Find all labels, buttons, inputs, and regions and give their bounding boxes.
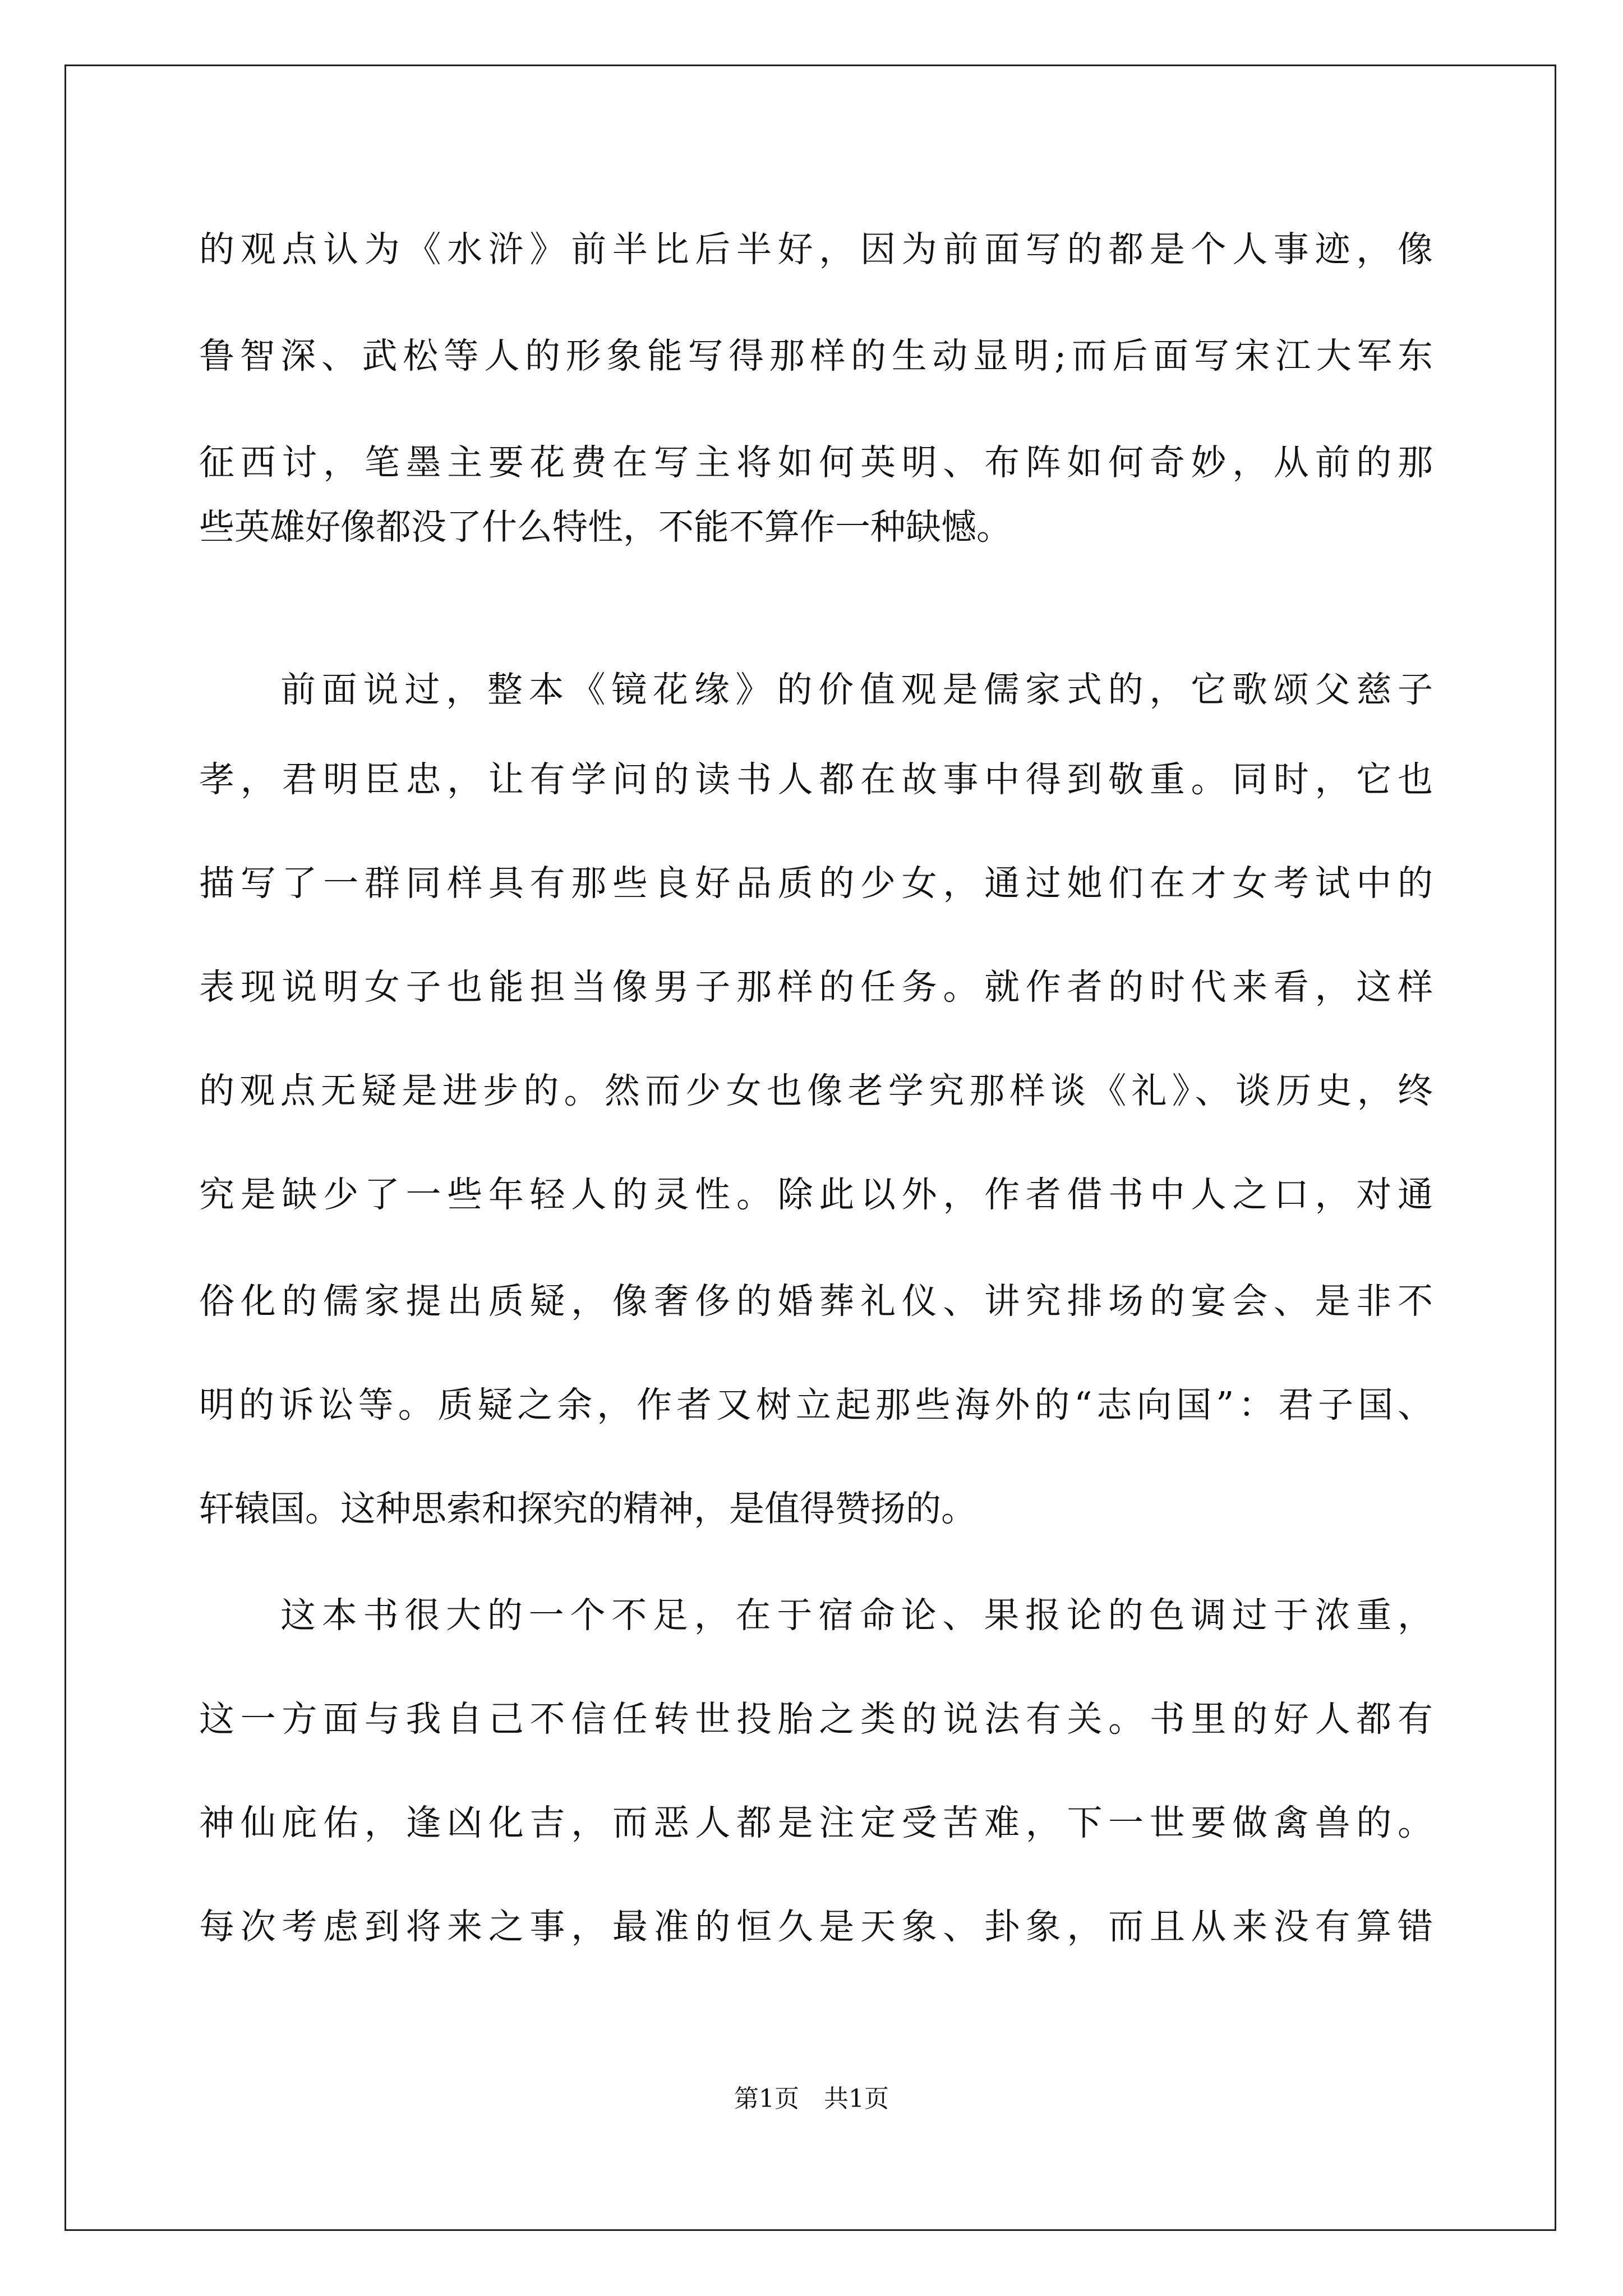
paragraph-first-line: 这本书很大的一个不足，在于宿命论、果报论的色调过于浓重， bbox=[280, 1595, 1433, 1636]
text-line: 孝，君明臣忠，让有学问的读书人都在故事中得到敬重。同时，它也 bbox=[199, 759, 1433, 800]
text-line: 表现说明女子也能担当像男子那样的任务。就作者的时代来看，这样 bbox=[199, 967, 1433, 1007]
text-line: 描写了一群同样具有那些良好品质的少女，通过她们在才女考试中的 bbox=[199, 863, 1433, 904]
text-line: 征西讨，笔墨主要花费在写主将如何英明、布阵如何奇妙，从前的那 bbox=[199, 442, 1433, 483]
text-line: 鲁智深、武松等人的形象能写得那样的生动显明;而后面写宋江大军东 bbox=[199, 335, 1433, 376]
text-line: 些英雄好像都没了什么特性，不能不算作一种缺憾。 bbox=[199, 507, 1012, 547]
paragraph-first-line: 前面说过，整本《镜花缘》的价值观是儒家式的，它歌颂父慈子 bbox=[280, 669, 1433, 710]
text-line: 的观点认为《水浒》前半比后半好，因为前面写的都是个人事迹，像 bbox=[199, 229, 1433, 270]
text-line: 神仙庇佑，逢凶化吉，而恶人都是注定受苦难，下一世要做禽兽的。 bbox=[199, 1802, 1433, 1843]
page-number: 第1页 共1页 bbox=[734, 2085, 889, 2113]
text-line: 的观点无疑是进步的。然而少女也像老学究那样谈《礼》、谈历史，终 bbox=[199, 1070, 1433, 1111]
text-line: 每次考虑到将来之事，最准的恒久是天象、卦象，而且从来没有算错 bbox=[199, 1906, 1433, 1947]
text-line: 这一方面与我自己不信任转世投胎之类的说法有关。书里的好人都有 bbox=[199, 1699, 1433, 1740]
text-line: 俗化的儒家提出质疑，像奢侈的婚葬礼仪、讲究排场的宴会、是非不 bbox=[199, 1281, 1433, 1322]
text-line: 明的诉讼等。质疑之余，作者又树立起那些海外的“志向国”：君子国、 bbox=[199, 1384, 1433, 1425]
text-line: 轩辕国。这种思索和探究的精神，是值得赞扬的。 bbox=[199, 1488, 976, 1529]
text-line: 究是缺少了一些年轻人的灵性。除此以外，作者借书中人之口，对通 bbox=[199, 1174, 1433, 1215]
